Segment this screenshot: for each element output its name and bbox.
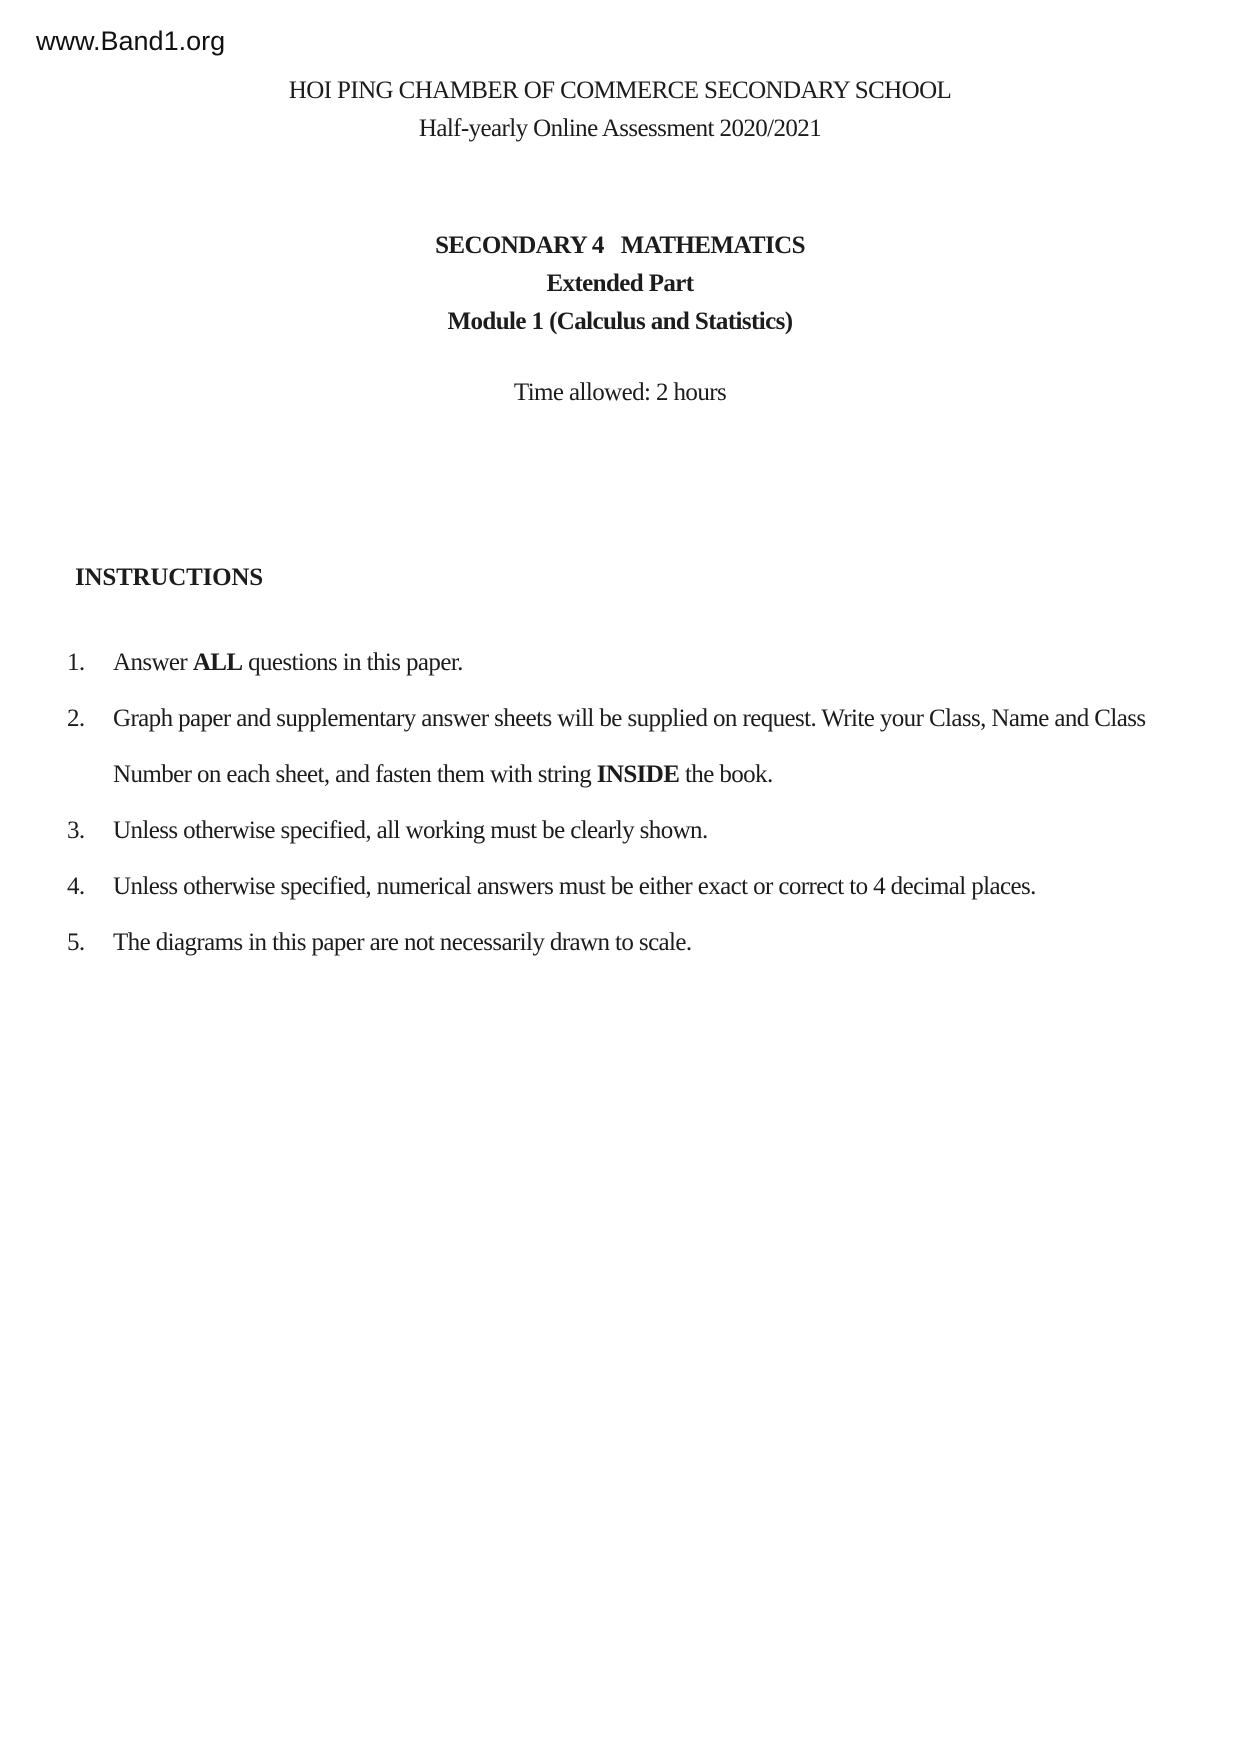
instruction-item-2-text-pre: Graph paper and supplementary answer sheets will be supplied on request. Write your Class, Name and Class Number on each sheet, and fasten them with string	[113, 705, 1146, 788]
module-line: Module 1 (Calculus and Statistics)	[447, 308, 793, 335]
school-name: HOI PING CHAMBER OF COMMERCE SECONDARY SCHOOL	[288, 77, 952, 104]
instruction-item-3	[67, 803, 1172, 859]
instructions-list	[67, 635, 1172, 971]
instruction-item-5-text-pre: The diagrams in this paper are not necessarily drawn to scale.	[113, 929, 692, 956]
school-header	[0, 72, 1240, 148]
instruction-item-2-text-post: the book.	[679, 761, 773, 788]
instruction-item-4-number: 4.	[67, 873, 85, 900]
assessment-title: Half-yearly Online Assessment 2020/2021	[418, 115, 822, 142]
part-line: Extended Part	[546, 270, 694, 297]
instruction-item-4	[67, 859, 1172, 915]
instruction-item-1-text-bold: ALL	[192, 649, 243, 676]
instruction-item-1	[67, 635, 1172, 691]
instruction-item-2-text-bold: INSIDE	[596, 761, 680, 788]
subject-line: SECONDARY 4 MATHEMATICS	[435, 232, 805, 259]
exam-title-block	[0, 227, 1240, 341]
instruction-item-5-number: 5.	[67, 929, 85, 956]
instruction-item-5	[67, 915, 1172, 971]
instructions-heading: INSTRUCTIONS	[75, 564, 263, 591]
instruction-item-4-text-pre: Unless otherwise specified, numerical answers must be either exact or correct to 4 decimal places.	[113, 873, 1036, 900]
watermark-url: www.Band1.org	[36, 26, 226, 56]
instruction-item-1-number: 1.	[67, 649, 85, 676]
instruction-item-2-number: 2.	[67, 705, 85, 732]
instruction-item-1-text-post: questions in this paper.	[242, 649, 463, 676]
instruction-item-3-text-pre: Unless otherwise specified, all working must be clearly shown.	[113, 817, 708, 844]
instruction-item-1-text-pre: Answer	[113, 649, 193, 676]
instruction-item-2	[67, 691, 1172, 803]
time-allowed: Time allowed: 2 hours	[513, 379, 727, 406]
instruction-item-3-number: 3.	[67, 817, 85, 844]
